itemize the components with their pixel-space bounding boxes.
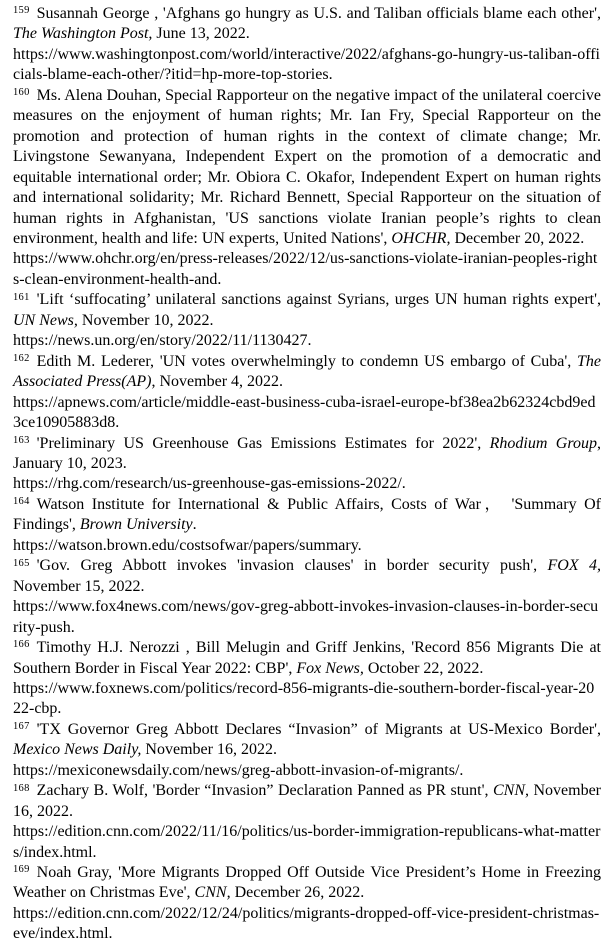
publication-name: Fox News, (296, 659, 364, 677)
publication-name: Rhodium Group (489, 434, 597, 452)
footnote-number: 169 (13, 864, 30, 876)
citation-text: 'Preliminary US Greenhouse Gas Emissions Estimates for 2022', (36, 434, 490, 452)
footnote-url: https://www.washingtonpost.com/world/interactive/2022/afghans-go-hungry-us-taliban-officials-blame-each-other/?itid=hp-more-top-stories. (13, 45, 600, 84)
footnote-url: https://mexiconewsdaily.com/news/greg-abbott-invasion-of-migrants/. (13, 761, 464, 779)
publication-name: The Washington Post, (13, 25, 153, 43)
citation-text: December 20, 2022. (450, 229, 585, 247)
citation-text: October 22, 2022. (363, 659, 484, 677)
footnote-number: 167 (13, 721, 30, 733)
footnote-number: 162 (13, 352, 30, 364)
citation-text: , November 4, 2022. (151, 373, 284, 391)
citation-text: 'TX Governor Greg Abbott Declares “Invasion” of Migrants at US-Mexico Border', (36, 720, 601, 738)
footnote-text (13, 557, 601, 594)
footnote-item (13, 4, 601, 86)
footnote-url: https://rhg.com/research/us-greenhouse-gas-emissions-2022/. (13, 475, 406, 493)
citation-text: 'Lift ‘suffocating’ unilateral sanctions against Syrians, urges UN human rights expert', (36, 291, 601, 309)
footnote-text (13, 496, 601, 533)
footnote-item (13, 720, 601, 781)
footnote-number: 159 (13, 5, 30, 17)
footnote-item (13, 290, 601, 351)
citation-text: June 13, 2022. (152, 25, 250, 43)
footnote-number: 161 (13, 291, 30, 303)
footnote-item (13, 638, 601, 720)
footnote-url: https://www.ohchr.org/en/press-releases/2022/12/us-sanctions-violate-iranian-peoples-rights-clean-environment-health-and. (13, 250, 598, 288)
citation-text: November 10, 2022. (77, 311, 214, 329)
footnote-text (13, 5, 601, 42)
publication-name: CNN, (492, 782, 529, 800)
footnote-list (13, 4, 601, 945)
publication-name: Mexico News Daily, (13, 741, 142, 759)
publication-name: Brown University (79, 516, 193, 534)
footnote-number: 168 (13, 782, 30, 794)
footnote-url: https://watson.brown.edu/costsofwar/papers/summary. (13, 536, 362, 554)
citation-text: Watson Institute for International & Public Affairs, Costs of War， 'Summary Of Findings', (13, 495, 601, 534)
publication-name: OHCHR, (391, 229, 451, 247)
footnote-item (13, 495, 601, 556)
footnote-item (13, 781, 601, 863)
footnote-url: https://www.foxnews.com/politics/record-856-migrants-die-southern-border-fiscal-year-2022-cbp. (13, 679, 595, 718)
citation-text: Ms. Alena Douhan, Special Rapporteur on the negative impact of the unilateral coercive measures on the enjoyment of human rights; Mr. Ian Fry, Special Rapporteur on the promotion and protection of human rights in the context of climate change; Mr. Livingstone Sewanyana, Independent Expert on the promotion of a democratic and equitable international order; Mr. Obiora C. Okafor, Independent Expert on human rights and international solidarity; Mr. Richard Bennett, Special Rapporteur on the situation of human rights in Afghanistan, 'US sanctions violate Iranian people’s rights to clean environment, health and life: UN experts, United Nations', (13, 86, 601, 247)
footnote-url: https://edition.cnn.com/2022/11/16/politics/us-border-immigration-republicans-what-matters/index.html. (13, 823, 601, 861)
citation-text: Timothy H.J. Nerozzi , Bill Melugin and Griff Jenkins, 'Record 856 Migrants Die at Southern Border in Fiscal Year 2022: CBP', (13, 639, 601, 677)
footnote-url: https://news.un.org/en/story/2022/11/1130427. (13, 332, 312, 350)
citation-text: November 16, 2022. (13, 782, 602, 820)
footnote-text (13, 291, 601, 328)
publication-name: CNN, (194, 884, 231, 902)
footnote-text (13, 353, 601, 390)
citation-text: . (192, 516, 197, 534)
publication-name: FOX 4, (547, 557, 601, 575)
footnote-text (13, 639, 601, 676)
citation-text: November 15, 2022. (13, 577, 145, 595)
citation-text: Noah Gray, 'More Migrants Dropped Off Outside Vice President’s Home in Freezing Weather on Christmas Eve', (13, 864, 601, 902)
footnote-number: 166 (13, 639, 30, 651)
footnote-item (13, 86, 601, 291)
footnote-number: 160 (13, 87, 30, 99)
footnote-text (13, 721, 601, 758)
footnote-url: https://www.fox4news.com/news/gov-greg-abbott-invokes-invasion-clauses-in-border-security-push. (13, 598, 599, 636)
footnote-text (13, 782, 601, 819)
footnote-text (13, 435, 601, 472)
footnote-text (13, 864, 601, 901)
footnote-item (13, 434, 601, 495)
citation-text: Susannah George , 'Afghans go hungry as U.S. and Taliban officials blame each other', (36, 5, 601, 22)
footnote-number: 165 (13, 557, 30, 569)
citation-text: , January 10, 2023. (13, 434, 601, 472)
citation-text: Edith M. Lederer, 'UN votes overwhelmingly to condemn US embargo of Cuba', (36, 352, 577, 370)
footnote-number: 163 (13, 434, 30, 446)
citation-text: November 16, 2022. (141, 741, 277, 759)
footnote-url: https://edition.cnn.com/2022/12/24/politics/migrants-dropped-off-vice-president-christmas-eve/index.html. (13, 904, 600, 943)
citation-text: Zachary B. Wolf, 'Border “Invasion” Declaration Panned as PR stunt', (36, 782, 493, 800)
publication-name: UN News, (13, 311, 78, 329)
footnote-item (13, 863, 601, 945)
publication-name: The Associated Press(AP) (13, 352, 601, 391)
footnote-item (13, 556, 601, 638)
citation-text: 'Gov. Greg Abbott invokes 'invasion clauses' in border security push', (36, 557, 548, 575)
footnote-item (13, 352, 601, 434)
footnote-number: 164 (13, 496, 30, 508)
footnote-url: https://apnews.com/article/middle-east-business-cuba-israel-europe-bf38ea2b62324cbd9ed3ce10905883d8. (13, 393, 596, 432)
footnote-text (13, 87, 601, 247)
citation-text: December 26, 2022. (230, 884, 365, 902)
